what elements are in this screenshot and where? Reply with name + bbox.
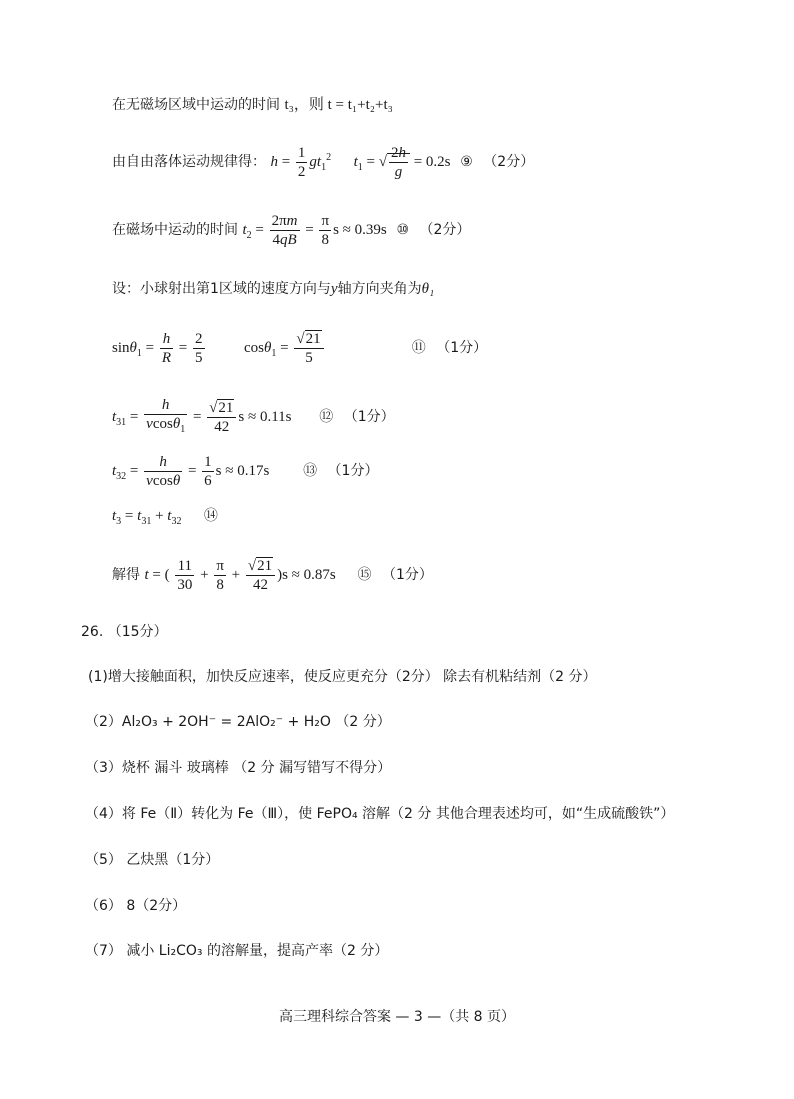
text: 在磁场中运动的时间 <box>112 221 238 238</box>
q26-item-6: （6） 8（2分） <box>85 898 187 914</box>
text: 由自由落体运动规律得： <box>112 153 266 170</box>
line-time-no-field <box>112 95 393 115</box>
text: 设：小球射出第1区域的速度方向与 <box>112 281 331 297</box>
line-assume <box>112 279 434 299</box>
q26-item-5: （5） 乙炔黑（1分） <box>85 852 220 868</box>
y-var: y <box>330 281 338 297</box>
formula-t32: $t_{32}$ = $\frac{h}{vcos\theta}$ = $\frac{1}{6}$ s ≈ 0.17s <box>112 454 274 489</box>
formula: t₃，则 t = t₁+t₂+t₃ <box>284 97 393 113</box>
page-footer: 高三理科综合答案 — 3 —（共 8 页） <box>278 1009 516 1025</box>
circled-11: ⑪ <box>411 339 426 356</box>
q26-item-1: (1)增大接触面积，加快反应速率，使反应更充分（2分） 除去有机粘结剂（2 分） <box>88 669 597 685</box>
line-solution <box>112 557 433 594</box>
line-t32 <box>112 453 378 490</box>
score: （2分） <box>419 221 471 238</box>
q26-item-7: （7） 减小 Li₂CO₃ 的溶解量，提高产率（2 分） <box>85 943 389 959</box>
score: （1分） <box>381 566 433 583</box>
theta-var: θ₁ <box>421 281 435 297</box>
circled-13: ⑬ <box>303 462 318 479</box>
line-free-fall <box>112 144 534 181</box>
text: 解得 <box>112 566 140 583</box>
text: 轴方向夹角为 <box>337 281 422 297</box>
score: （1分） <box>343 408 395 425</box>
formula-t2: $t_2$ = $\frac{2\pi m}{4qB}$ = $\frac{\pi}{8}$ s ≈ 0.39s <box>242 213 391 248</box>
formula-t31: $t_{31}$ = $\frac{h}{vcos\theta_1}$ = $\frac{√21}{42}$ s ≈ 0.11s <box>112 397 296 435</box>
circled-14: ⑭ <box>203 508 218 524</box>
score: （1分） <box>436 339 488 356</box>
formula-t3: $t_3 = t_{31} + t_{32}$ <box>112 508 182 527</box>
formula-h: h = $\frac{1}{2}$ $gt_1^2$ $t_1$ = √ $\frac{2h}{g}$ = 0.2s <box>270 145 455 180</box>
q26-item-3: （3）烧杯 漏斗 玻璃棒 （2 分 漏写错写不得分） <box>85 760 392 776</box>
formula-sin: sinθ$_1$ = $\frac{h}{R}$ = $\frac{2}{5}$ cosθ$_1$ = $\frac{√21}{5}$ <box>112 340 329 356</box>
line-sin-cos <box>112 330 487 367</box>
line-time-in-field <box>112 212 470 249</box>
formula-t-total: t = ( $\frac{11}{30}$ + $\frac{\pi}{8}$ + $\frac{√21}{42}$ )s ≈ 0.87s <box>144 558 340 593</box>
score: （2分） <box>483 153 535 170</box>
text: 在无磁场区域中运动的时间 <box>112 97 280 113</box>
line-t31 <box>112 396 395 439</box>
circled-10: ⑩ <box>396 221 410 238</box>
circled-15: ⑮ <box>357 566 372 583</box>
line-t3-sum <box>112 506 224 532</box>
circled-12: ⑫ <box>319 408 334 425</box>
score: （1分） <box>327 462 379 479</box>
q26-item-2: （2）Al₂O₃ + 2OH⁻ = 2AlO₂⁻ + H₂O （2 分） <box>85 714 391 730</box>
q26-header: 26. （15分） <box>81 624 168 640</box>
q26-item-4: （4）将 Fe（Ⅱ）转化为 Fe（Ⅲ），使 FePO₄ 溶解（2 分 其他合理表述均可，如“生成硫酸铁”） <box>85 806 675 822</box>
circled-9: ⑨ <box>460 153 473 170</box>
